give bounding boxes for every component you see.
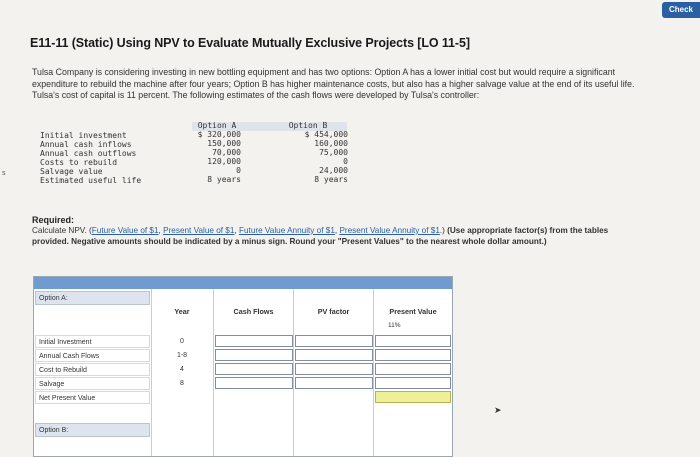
required-title: Required: <box>32 215 75 225</box>
cashflow-label: Costs to rebuild <box>40 158 118 167</box>
row-year: 0 <box>180 338 184 345</box>
required-instruction: (Use appropriate factor(s) from the tables provided. Negative amounts should be indicated by a minus sign. Round your "Present Values" to the nearest whole dollar amount.) <box>32 226 609 246</box>
option-a-label: Option A: <box>35 291 150 305</box>
row-year: 4 <box>180 366 184 373</box>
option-a-value: 120,000 <box>207 157 241 166</box>
option-a-value: 0 <box>236 166 241 175</box>
row-label-cost-to-rebuild: Cost to Rebuild <box>35 363 150 376</box>
mouse-cursor-icon: ➤ <box>494 405 502 415</box>
present-value-input-rebuild[interactable] <box>375 363 451 375</box>
cash-flow-input-annual[interactable] <box>215 349 293 361</box>
cashflow-label: Annual cash inflows <box>40 140 132 149</box>
side-mark: s <box>2 170 6 177</box>
option-a-header: Option A <box>197 121 237 130</box>
row-year: 8 <box>180 380 184 387</box>
cash-flow-input-rebuild[interactable] <box>215 363 293 375</box>
option-b-value: $ 454,000 <box>304 130 348 139</box>
option-b-value: 160,000 <box>314 139 348 148</box>
page-title: E11-11 (Static) Using NPV to Evaluate Mutually Exclusive Projects [LO 11-5] <box>30 36 470 50</box>
discount-rate: 11% <box>388 322 401 329</box>
present-value-input-salvage[interactable] <box>375 377 451 389</box>
col-header-cash-flows: Cash Flows <box>233 307 274 316</box>
option-a-value: 150,000 <box>207 139 241 148</box>
link-separator: , <box>334 226 340 235</box>
option-b-value: 24,000 <box>319 166 348 175</box>
pv-factor-input-initial[interactable] <box>295 335 373 347</box>
row-label-net-present-value: Net Present Value <box>35 391 150 404</box>
option-b-label: Option B: <box>35 423 150 437</box>
cash-flow-input-initial[interactable] <box>215 335 293 347</box>
required-prefix: Calculate NPV. ( <box>32 226 92 235</box>
option-a-value: 8 years <box>207 175 241 184</box>
link-present-value[interactable]: Present Value of $1 <box>163 226 235 235</box>
row-year: 1-8 <box>176 352 188 359</box>
option-b-value: 75,000 <box>319 148 348 157</box>
cashflow-labels <box>40 131 141 185</box>
link-present-value-annuity[interactable]: Present Value Annuity of $1 <box>339 226 440 235</box>
row-label-initial-investment: Initial Investment <box>35 335 150 348</box>
option-a-column <box>193 121 241 184</box>
cashflow-label: Estimated useful life <box>40 176 142 185</box>
col-header-pv-factor: PV factor <box>317 307 350 316</box>
table-top-band <box>34 277 452 289</box>
pv-factor-input-rebuild[interactable] <box>295 363 373 375</box>
npv-table <box>33 276 453 457</box>
link-separator: , <box>158 226 164 235</box>
option-b-value: 8 years <box>314 175 348 184</box>
col-header-year: Year <box>174 307 190 316</box>
link-separator: , <box>234 226 239 235</box>
cash-flow-input-salvage[interactable] <box>215 377 293 389</box>
link-future-value-annuity[interactable]: Future Value Annuity of $1 <box>238 226 335 235</box>
cashflow-label: Salvage value <box>40 167 103 176</box>
option-b-value: 0 <box>343 157 348 166</box>
pv-factor-input-annual[interactable] <box>295 349 373 361</box>
cashflow-label: Initial investment <box>40 131 127 140</box>
net-present-value-input[interactable] <box>375 391 451 403</box>
required-text <box>32 225 632 247</box>
present-value-input-annual[interactable] <box>375 349 451 361</box>
row-label-salvage: Salvage <box>35 377 150 390</box>
option-b-column <box>268 121 348 184</box>
option-a-value: 70,000 <box>212 148 241 157</box>
required-after-links: .) <box>439 226 448 235</box>
col-header-present-value: Present Value <box>389 307 437 316</box>
option-a-value: $ 320,000 <box>197 130 241 139</box>
cashflow-label: Annual cash outflows <box>40 149 137 158</box>
option-b-header: Option B <box>288 121 328 130</box>
link-future-value[interactable]: Future Value of $1 <box>91 226 159 235</box>
row-label-annual-cash-flows: Annual Cash Flows <box>35 349 150 362</box>
check-button[interactable]: Check <box>662 2 700 18</box>
pv-factor-input-salvage[interactable] <box>295 377 373 389</box>
present-value-input-initial[interactable] <box>375 335 451 347</box>
problem-intro: Tulsa Company is considering investing in new bottling equipment and has two options: Option A has a lower initial cost but would require a significant expenditure to rebuild the machine after four years; Option B has higher maintenance costs, but also has a higher salvage value at the end of its useful life. Tulsa's cost of capital is 11 percent. The following estimates of the cash flows were developed by Tulsa's controller: <box>32 67 635 100</box>
